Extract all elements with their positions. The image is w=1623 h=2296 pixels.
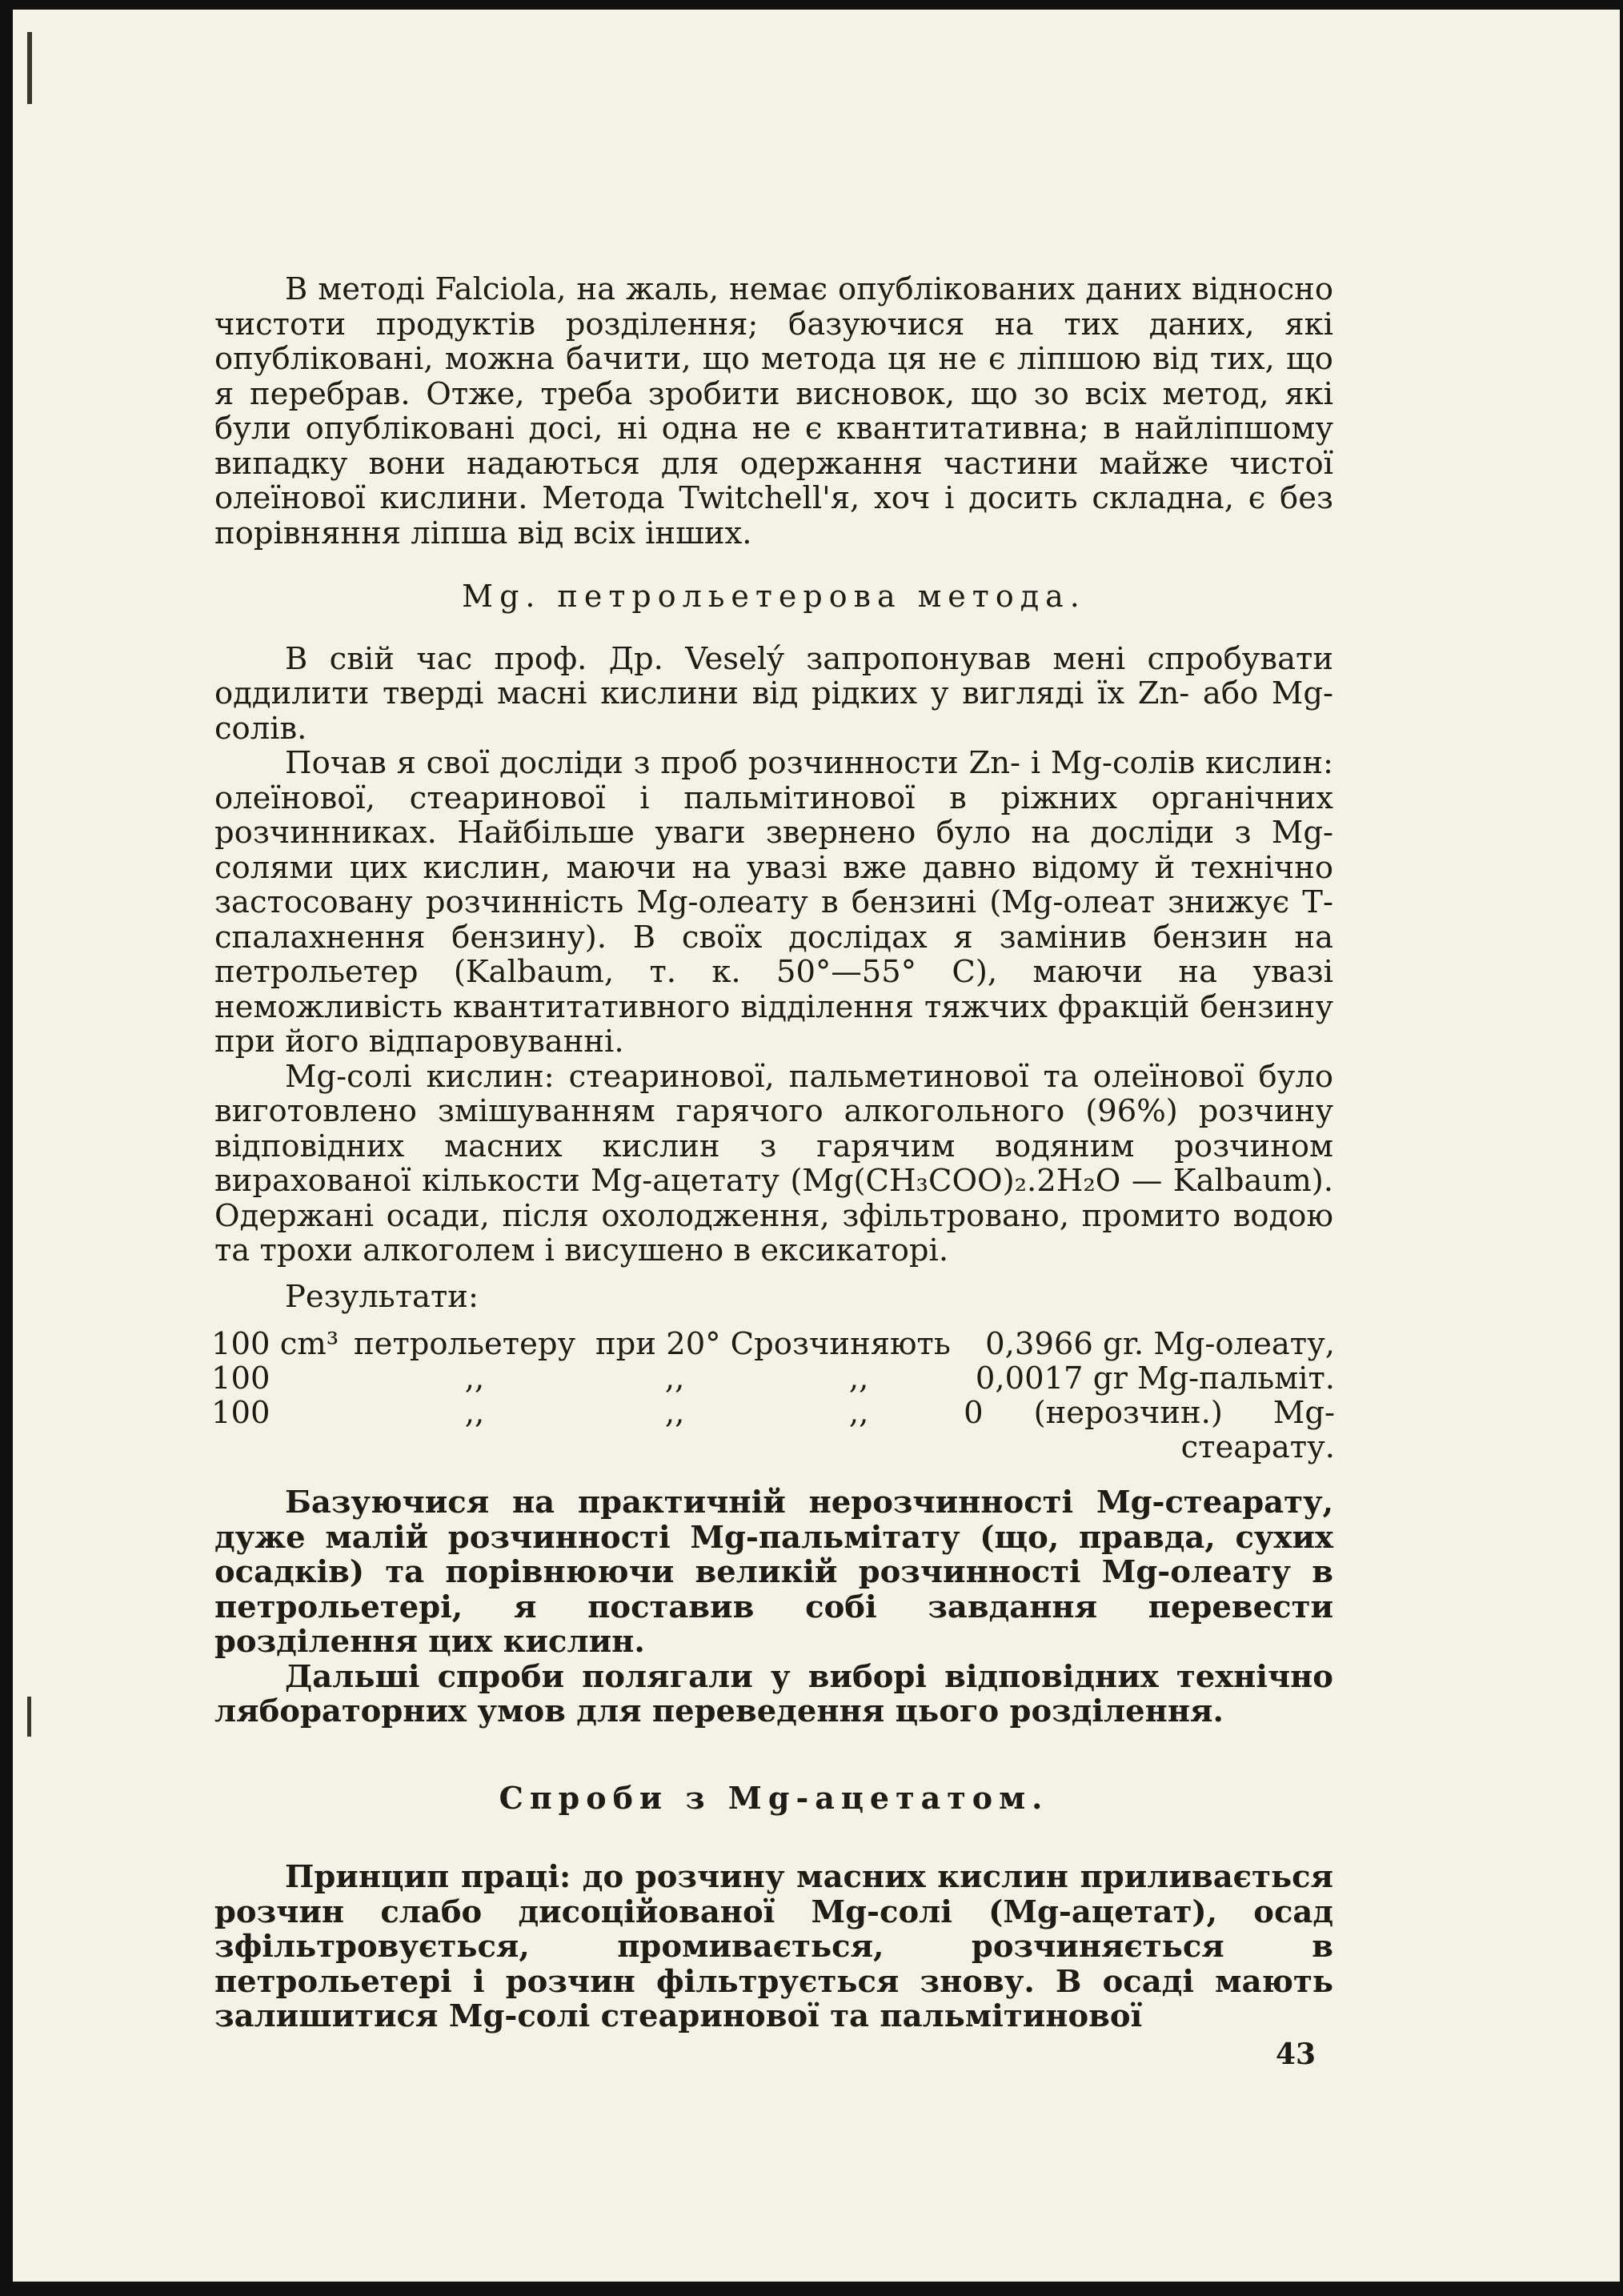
result-ditto: ,,: [464, 1360, 485, 1396]
result-value: 0,3966 gr. Mg-олеату,: [985, 1326, 1335, 1362]
result-temperature: при 20° С: [595, 1326, 755, 1362]
result-verb: розчиняють: [754, 1326, 951, 1362]
section-heading-mg-acetate: Спроби з Mg-ацетатом.: [499, 1779, 1049, 1816]
results-table: [211, 1327, 1335, 1465]
result-ditto: ,,: [848, 1360, 869, 1396]
result-volume: 100: [211, 1360, 270, 1396]
results-row: [211, 1396, 1335, 1465]
result-solvent: петрольетеру: [354, 1326, 576, 1362]
paragraph-experiments: Почав я свої досліди з проб розчинности Zn- і Mg-солів кислин: олеїнової, стеаринової і пальмітинової в ріжних органічних розчинниках. Найбільше уваги звернено було на досліди з Mg-солями цих кислин, маючи на увазі вже давно відому й технічно застосовану розчинність Mg-олеату в бензині (Mg-олеат знижує Т-спалахнення бензину). В своїх дослідах я замінив бензин на петрольетер (Kalbaum, т. к. 50°—55° C), маючи на увазі неможливість квантитативного відділення тяжчих фракцій бензину при його відпаровуванні.: [214, 745, 1333, 1060]
results-row: [211, 1361, 1335, 1396]
section-heading-mg-petrol-method: Mg. петрольетерова метода.: [462, 579, 1086, 614]
paragraph-vesely: В свій час проф. Др. Veselý запропонував мені спробувати оддилити тверді масні кислини від рідких у вигляді їх Zn- або Mg-солів.: [214, 640, 1333, 747]
document-page: [211, 271, 1335, 2034]
results-row: [211, 1327, 1335, 1361]
result-ditto: ,,: [848, 1395, 869, 1431]
results-title: Результати:: [285, 1278, 479, 1315]
spine-mark: [27, 1697, 31, 1737]
result-ditto: ,,: [464, 1395, 485, 1431]
result-ditto: ,,: [664, 1360, 685, 1396]
result-volume: 100 cm³: [211, 1326, 339, 1362]
paragraph-principle: Принцип праці: до розчину масних кислин приливається розчин слабо дисоційованої Mg-солі (Mg-ацетат), осад зфільтровується, промивається, розчиняється в петрольетері і розчин фільтрується знову. В осаді мають залишитися Mg-солі стеаринової та пальмітинової: [214, 1859, 1333, 2034]
paragraph-basis: Базуючися на практичній нерозчинності Mg-стеарату, дуже малій розчинності Mg-пальмітату (що, правда, сухих осадків) та порівнюючи великій розчинності Mg-олеату в петрольетері, я поставив собі завдання перевести розділення цих кислин.: [214, 1485, 1333, 1660]
result-value: 0,0017 gr Mg-пальміт.: [975, 1360, 1335, 1396]
result-value: 0 (нерозчин.) Mg- стеарату.: [964, 1395, 1335, 1465]
paragraph-falciola: В методі Falciola, на жаль, немає опублікованих даних відносно чистоти продуктів розділення; базуючися на тих даних, які опубліковані, можна бачити, що метода ця не є ліпшою від тих, що я перебрав. Отже, треба зробити висновок, що зо всіх метод, які були опубліковані досі, ні одна не є квантитативна; в найліпшому випадку вони надаються для одержання частини майже чистої олеїнової кислини. Метода Twitchell'я, хоч і досить складна, є без порівняння ліпша від всіх інших.: [214, 271, 1333, 551]
paragraph-further: Дальші спроби полягали у виборі відповідних технічно лябораторних умов для переведення цього розділення.: [214, 1658, 1333, 1729]
page-number: 43: [1276, 2038, 1316, 2071]
result-volume: 100: [211, 1395, 270, 1431]
result-ditto: ,,: [664, 1395, 685, 1431]
paragraph-salts: Mg-солі кислин: стеаринової, пальметинової та олеїнової було виготовлено змішуванням гарячого алкогольного (96%) розчину відповідних масних кислин з гарячим водяним розчином вирахованої кількости Mg-ацетату (Mg(CH₃COO)₂.2H₂O — Kalbaum). Одержані осади, після охолодження, зфільтровано, промито водою та трохи алкоголем і висушено в ексикаторі.: [214, 1058, 1333, 1268]
spine-mark: [27, 32, 32, 104]
